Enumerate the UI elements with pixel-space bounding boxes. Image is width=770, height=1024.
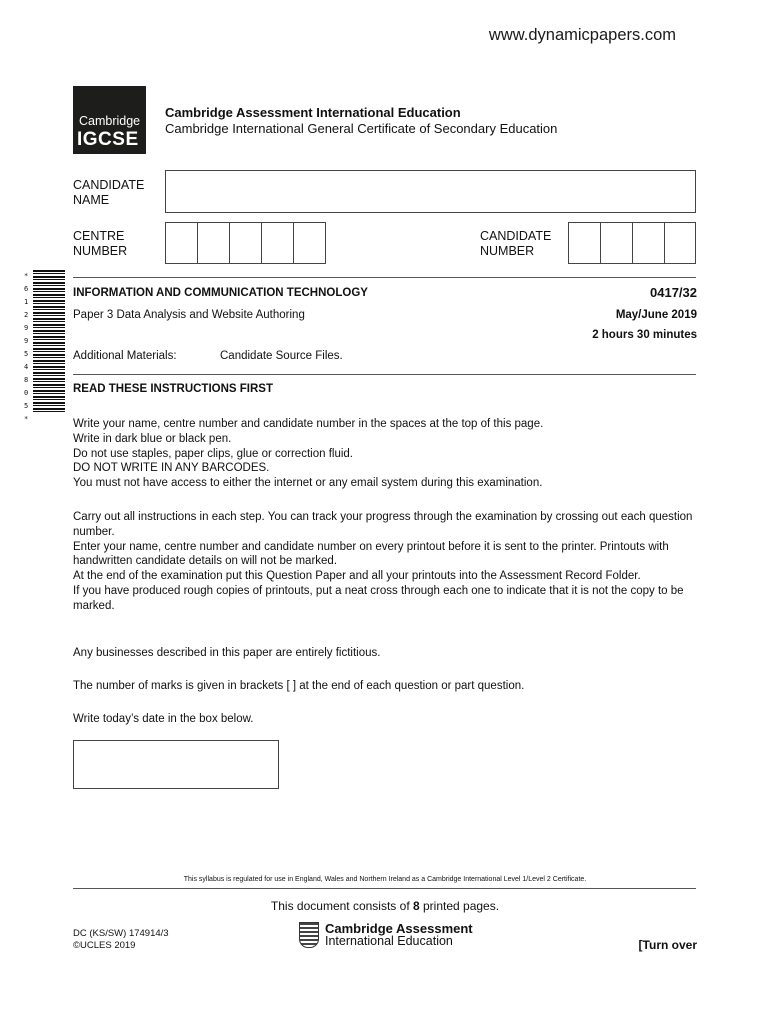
candidate-digit-box[interactable] (665, 223, 695, 263)
barcode (33, 270, 65, 412)
regulation-note: This syllabus is regulated for use in England, Wales and Northern Ireland as a Cambridge International Level 1/Level 2 Certificate. (183, 876, 587, 883)
divider (73, 374, 696, 375)
candidate-number-label: CANDIDATE NUMBER (480, 229, 552, 258)
marks-note: The number of marks is given in brackets [ ] at the end of each question or part question. (73, 680, 525, 692)
instructions-block-2 (73, 510, 698, 614)
instruction-line: If you have produced rough copies of printouts, put a neat cross through each one to indicate that it is not the copy to be marked. (73, 584, 684, 612)
watermark-url: www.dynamicpapers.com (488, 26, 676, 44)
org-title: Cambridge Assessment International Education (165, 105, 461, 120)
instruction-line: Carry out all instructions in each step. You can track your progress through the examination by crossing out each question number. (73, 511, 693, 538)
materials-label: Additional Materials: (73, 350, 177, 362)
instruction-line: Enter your name, centre number and candidate number on every printout before it is sent to the printer. Printouts with handwritten candidate details on will not be marked. (73, 540, 669, 568)
candidate-name-box[interactable] (165, 170, 696, 213)
candidate-name-label: CANDIDATE NAME (73, 178, 145, 207)
instruction-line: Write your name, centre number and candidate number in the spaces at the top of this page. (73, 418, 544, 430)
candidate-digit-box[interactable] (633, 223, 665, 263)
instruction-line: DO NOT WRITE IN ANY BARCODES. (73, 462, 270, 475)
divider (73, 888, 696, 889)
instruction-line: At the end of the examination put this Question Paper and all your printouts into the Assessment Record Folder. (73, 570, 641, 583)
page-count: This document consists of 8 printed pages. (270, 899, 500, 913)
logo-line-2: IGCSE (77, 129, 139, 150)
instructions-heading: READ THESE INSTRUCTIONS FIRST (73, 383, 273, 395)
centre-digit-box[interactable] (294, 223, 325, 263)
divider (73, 277, 696, 278)
instructions-block-1 (73, 417, 698, 491)
centre-digit-box[interactable] (262, 223, 294, 263)
centre-digit-box[interactable] (166, 223, 198, 263)
centre-digit-box[interactable] (230, 223, 262, 263)
subject-title: INFORMATION AND COMMUNICATION TECHNOLOGY (73, 287, 368, 299)
barcode-digits: * 6 1 2 9 9 5 4 8 0 5 * (24, 272, 29, 423)
turn-over: [Turn over (638, 938, 697, 952)
centre-digit-box[interactable] (198, 223, 230, 263)
candidate-number-boxes[interactable] (568, 222, 696, 264)
cambridge-assessment-logo: Cambridge Assessment International Education (299, 922, 473, 948)
instruction-line: Do not use staples, paper clips, glue or correction fluid. (73, 447, 353, 460)
logo-line-1: Cambridge (79, 114, 141, 128)
date-box[interactable] (73, 740, 279, 789)
materials-value: Candidate Source Files. (220, 350, 343, 362)
fictitious-note: Any businesses described in this paper are entirely fictitious. (73, 647, 381, 659)
instruction-line: Write in dark blue or black pen. (73, 432, 232, 445)
date-instruction: Write today’s date in the box below. (73, 713, 254, 725)
syllabus-code: 0417/32 (650, 285, 697, 300)
dc-reference: DC (KS/SW) 174914/3 (73, 928, 169, 939)
exam-session: May/June 2019 (615, 309, 697, 321)
instruction-line: You must not have access to either the internet or any email system during this examination. (73, 477, 543, 490)
paper-title: Paper 3 Data Analysis and Website Authoring (73, 309, 305, 321)
copyright: ©UCLES 2019 (73, 940, 136, 951)
candidate-digit-box[interactable] (601, 223, 633, 263)
org-subtitle: Cambridge International General Certificate of Secondary Education (165, 121, 558, 136)
centre-number-label: CENTRE NUMBER (73, 229, 128, 258)
igcse-logo (73, 86, 146, 154)
exam-duration: 2 hours 30 minutes (592, 329, 697, 341)
centre-number-boxes[interactable] (165, 222, 326, 264)
crest-icon (299, 922, 319, 948)
candidate-digit-box[interactable] (569, 223, 601, 263)
page-count-number: 8 (412, 899, 420, 913)
